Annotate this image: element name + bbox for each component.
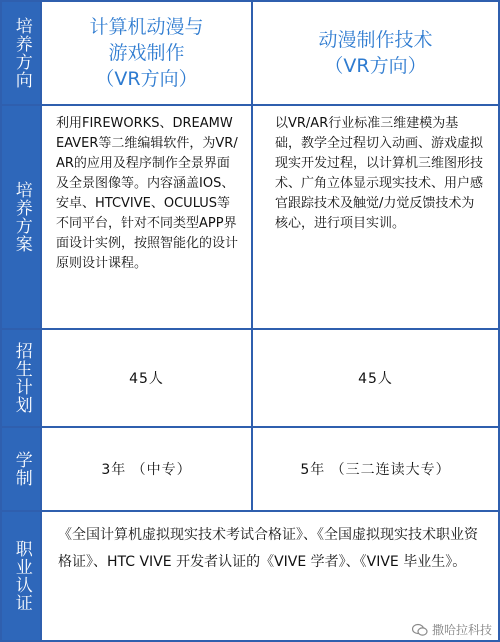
system-col2-text: 5年 （三二连读大专） [300, 462, 451, 478]
label-text: 学制 [11, 451, 32, 487]
label-text: 培养方案 [11, 181, 32, 253]
row-label-career [2, 512, 42, 640]
direction-col1-line3: （VR方向） [95, 68, 198, 90]
plan-col1 [42, 106, 253, 328]
watermark-text: 撒哈拉科技 [431, 623, 492, 637]
system-col2 [253, 428, 498, 510]
enrollment-col1-text: 45人 [129, 371, 164, 387]
direction-col2-line1: 动漫制作技术 [318, 29, 433, 51]
label-text: 招生计划 [11, 342, 32, 414]
watermark [412, 621, 492, 638]
label-text: 职业认证 [11, 540, 32, 612]
career-text: 《全国计算机虚拟现实技术考试合格证》、《全国虚拟现实技术职业资格证》、HTC VIVE 开发者认证的《VIVE 学者》、《VIVE 毕业生》。 [58, 527, 478, 570]
plan-col2-text: 以VR/AR行业标准三维建模为基础，教学全过程切入动画、游戏虚拟现实开发过程，以计算机三维图形技术、广角立体显示现实技术、用户感官跟踪技术及触觉/力觉反馈技术为核心，进行项目实训。 [275, 116, 484, 231]
direction-col2-line2: （VR方向） [324, 55, 427, 77]
row-label-direction [2, 2, 42, 104]
plan-col2 [253, 106, 498, 328]
row-label-system [2, 428, 42, 510]
enrollment-col2 [253, 330, 498, 426]
wechat-icon [412, 623, 428, 637]
enrollment-col2-text: 45人 [358, 371, 393, 387]
row-enrollment [2, 330, 498, 428]
row-label-plan [2, 106, 42, 328]
plan-col1-text: 利用FIREWORKS、DREAMWEAVER等二维编辑软件，为VR/AR的应用及程序制作全景界面及全景图像等。内容涵盖IOS、安卓、HTCVIVE、OCULUS等不同平台，针对不同类型APP界面设计实例，按照智能化的设计原则设计课程。 [56, 116, 239, 271]
direction-col1-line2: 游戏制作 [108, 42, 185, 64]
direction-col2 [253, 2, 498, 104]
row-system [2, 428, 498, 512]
direction-col1 [42, 2, 253, 104]
row-direction [2, 2, 498, 106]
label-text: 培养方向 [11, 17, 32, 89]
direction-col1-line1: 计算机动漫与 [89, 16, 204, 38]
row-plan [2, 106, 498, 330]
row-label-enrollment [2, 330, 42, 426]
system-col1 [42, 428, 253, 510]
system-col1-text: 3年 （中专） [101, 462, 192, 478]
enrollment-col1 [42, 330, 253, 426]
